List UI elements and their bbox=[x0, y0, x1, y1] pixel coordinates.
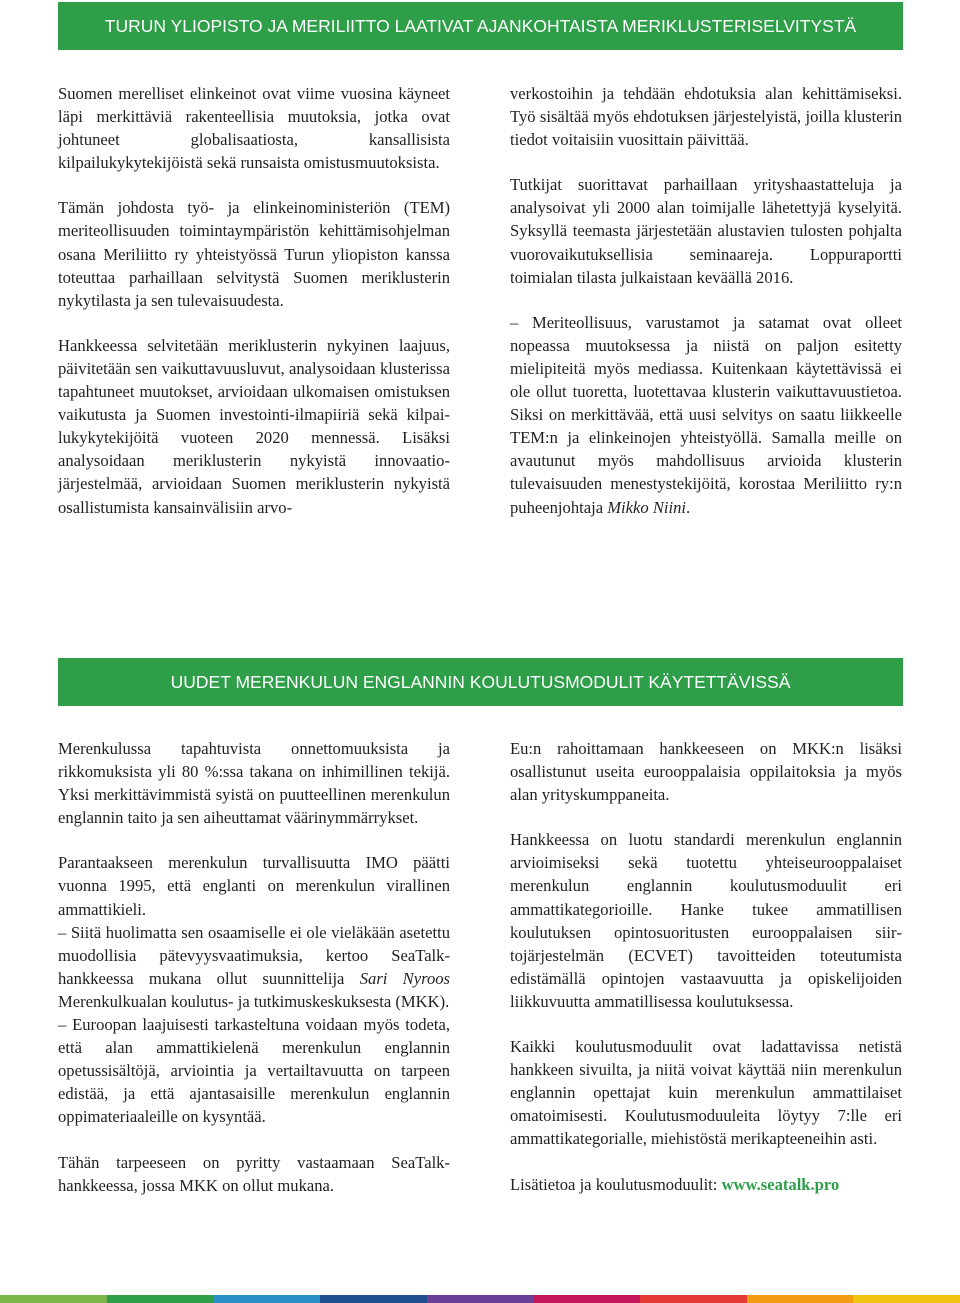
paragraph: Hankkeessa on luotu standardi merenkulun englannin arvioimiseksi sekä tuotettu yhteiseurooppalaiset merenkulun englannin koulutusmoduulit eri ammattikategorioille. Hanke tukee ammatillisen koulutuksen opintosuoritusten eurooppalaisen siirtojärjestelmän (ECVET) tavoitteiden toteutumista edistämällä opintojen vastaavuutta ja opiskelijoiden liikkuvuutta ammatillisessa koulutuksessa. bbox=[510, 830, 902, 1011]
footer-color-bar bbox=[0, 1295, 960, 1303]
section2-column-right bbox=[510, 737, 902, 1196]
paragraph: Tämän johdosta työ- ja elinkeinoministeriön (TEM) meriteollisuuden toimintaympäristön kehittämisohjelman osana Meriliitto ry yhteistyössä Turun yliopiston kanssa toteuttaa parhaillaan selvitystä Suomen meriklusterin nykytilasta ja sen tulevaisuudesta. bbox=[58, 198, 450, 310]
footer-color-segment bbox=[107, 1295, 214, 1303]
paragraph: – Siitä huolimatta sen osaamiselle ei ole vieläkään asetettu muodollisia pätevyysvaatimuksia, kertoo SeaTalk-hankkeessa mukana ollut suunnittelija Sari Nyroos Merenkulkualan koulutus- ja tutkimuskeskuksesta (MKK). bbox=[58, 922, 450, 1011]
paragraph bbox=[510, 1173, 902, 1196]
paragraph: Suomen merelliset elinkeinot ovat viime vuosina käyneet läpi merkittäviä rakenteellisia muutoksia, jotka ovat johtuneet globalisaatiosta, kansallisista kilpailukykytekijöistä sekä runsaista omistusmuutoksista. bbox=[58, 84, 450, 173]
section1-column-right bbox=[510, 82, 902, 519]
footer-color-segment bbox=[533, 1295, 640, 1303]
paragraph: Tähän tarpeeseen on pyritty vastaamaan SeaTalk-hankkeessa, jossa MKK on ollut mukana. bbox=[58, 1152, 450, 1195]
footer-color-segment bbox=[747, 1295, 854, 1303]
paragraph: Parantaakseen merenkulun turvallisuutta IMO päätti vuonna 1995, että englanti on merenkulun virallinen ammattikieli. bbox=[58, 853, 450, 919]
paragraph: Merenkulussa tapahtuvista onnettomuuksista ja rikkomuksista yli 80 %:ssa takana on inhimillinen tekijä. Yksi merkittävimmistä syistä on puutteellinen merenkulun englannin taito ja sen aiheuttamat väärinymmärrykset. bbox=[58, 739, 450, 828]
paragraph: Tutkijat suorittavat parhaillaan yrityshaastatteluja ja analysoivat yli 2000 alan toimijalle lähetettyjä kyselyitä. Syksyllä teemasta järjestetään alustavien tulosten pohjalta vuorovaikutuksellisia seminaareja. Loppuraportti toimialan tilasta julkaistaan keväällä 2016. bbox=[510, 175, 902, 287]
footer-color-segment bbox=[213, 1295, 320, 1303]
seatalk-link[interactable]: www.seatalk.pro bbox=[721, 1174, 840, 1194]
footer-color-segment bbox=[320, 1295, 427, 1303]
section1-heading: TURUN YLIOPISTO JA MERILIITTO LAATIVAT AJANKOHTAISTA MERIKLUSTERISELVITYSTÄ bbox=[58, 2, 903, 50]
person-name: Sari Nyroos bbox=[359, 968, 450, 988]
footer-color-segment bbox=[427, 1295, 534, 1303]
section2-column-left bbox=[58, 737, 450, 1197]
person-name: Mikko Niini bbox=[607, 497, 687, 517]
paragraph: – Euroopan laajuisesti tarkasteltuna voidaan myös todeta, että alan ammattikielenä merenkulun englannin opetussisältöjä, arviointia ja vertailtavuutta on tarpeen edistää, ja että ajantasaisille merenkulun englannin oppimateriaaleille on kysyntää. bbox=[58, 1015, 450, 1127]
section1-column-left bbox=[58, 82, 450, 519]
footer-color-segment bbox=[853, 1295, 960, 1303]
footer-color-segment bbox=[640, 1295, 747, 1303]
paragraph: verkostoihin ja tehdään ehdotuksia alan kehittämiseksi. Työ sisältää myös ehdotuksen järjestelyistä, joilla klusterin tiedot voitaisiin vuosittain päivittää. bbox=[510, 84, 902, 150]
paragraph: – Meriteollisuus, varustamot ja satamat ovat olleet nopeassa muutoksessa ja niistä on paljon esitetty mielipiteitä myös mediassa. Kuitenkaan käytettävissä ei ole ollut tuoretta, luotettavaa klusterin vaikuttavuustietoa. Siksi on merkittävää, että uusi selvitys on saatu liikkeelle TEM:n ja elinkeinojen yhteistyöllä. Samalla meille on avautunut myös mahdollisuus arvioida klusterin tulevaisuuden menestystekijöitä, korostaa Meriliitto ry:n puheenjohtaja Mikko Niini. bbox=[510, 312, 902, 517]
more-info-label: Lisätietoa ja koulutusmoduulit: bbox=[510, 1174, 718, 1194]
paragraph: Kaikki koulutusmoduulit ovat ladattavissa netistä hankkeen sivuilta, ja niitä voivat käyttää niin merenkulun englannin opettajat kuin merenkulun ammattilaiset omatoimisesti. Koulutusmoduuleita löytyy 7:lle eri ammattikategorialle, miehistöstä merikapteeneihin asti. bbox=[510, 1037, 902, 1149]
paragraph: Eu:n rahoittamaan hankkeeseen on MKK:n lisäksi osallistunut useita eurooppalaisia oppilaitoksia ja myös alan yrityskumppaneita. bbox=[510, 739, 902, 805]
footer-color-segment bbox=[0, 1295, 107, 1303]
section2-heading: UUDET MERENKULUN ENGLANNIN KOULUTUSMODULIT KÄYTETTÄVISSÄ bbox=[58, 658, 903, 706]
paragraph: Hankkeessa selvitetään meriklusterin nykyinen laajuus, päivitetään sen vaikuttavuusluvut, analysoidaan klusterissa tapahtuneet muutokset, arvioidaan ulkomaisen omistuksen vaikutusta ja Suomen investointi-ilmapiiriä sekä kilpailukykytekijöitä vuoteen 2020 mennessä. Lisäksi analysoidaan meriklusterin nykyistä innovaatiojärjestelmää, arvioidaan Suomen meriklusterin nykyistä osallistumista kansainvälisiin arvo- bbox=[58, 335, 450, 517]
